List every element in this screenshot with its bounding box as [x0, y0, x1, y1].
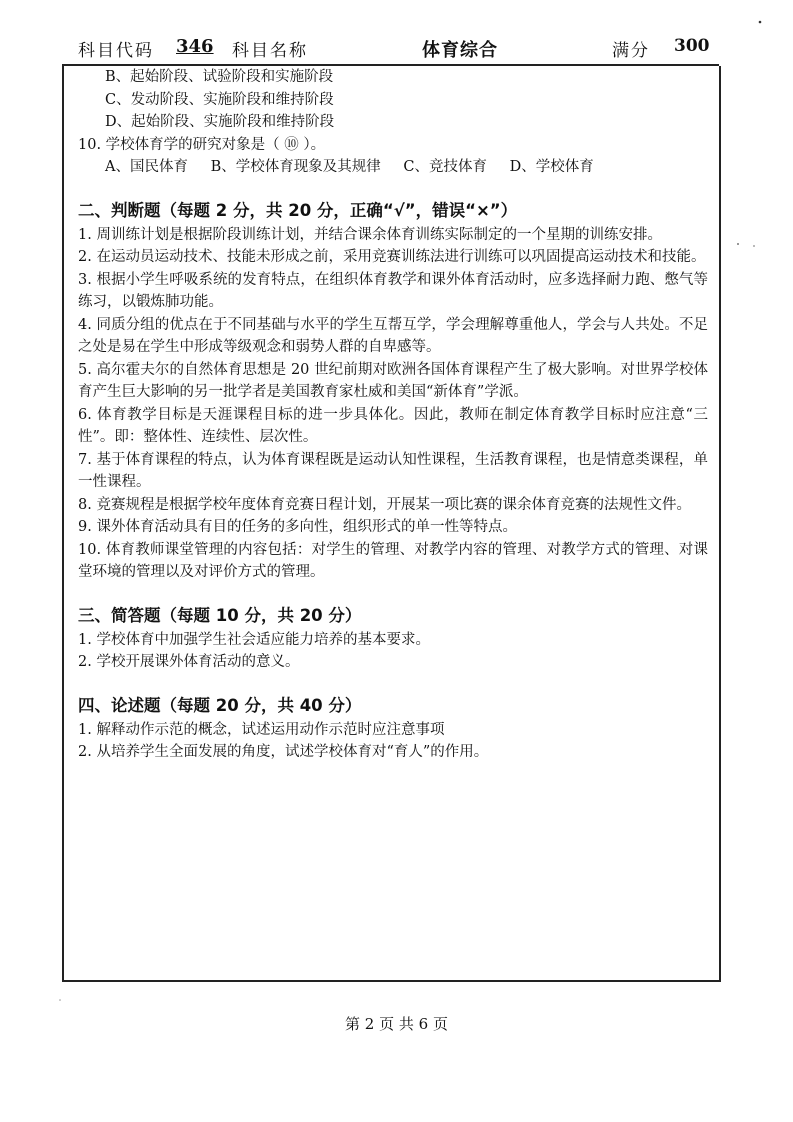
- q10-option-a: A、国民体育: [105, 159, 188, 175]
- page-number: 第 2 页 共 6 页: [345, 1015, 448, 1033]
- option-d: D、起始阶段、实施阶段和维持阶段: [105, 114, 335, 130]
- option-b: B、起始阶段、试验阶段和实施阶段: [105, 69, 334, 85]
- section-3-title: 三、简答题（每题 10 分，共 20 分）: [78, 605, 362, 625]
- subject-name-label: 科目名称: [232, 41, 308, 61]
- full-score-label: 满分: [612, 41, 650, 61]
- subject-code-label: 科目代码: [78, 41, 154, 61]
- option-c: C、发动阶段、实施阶段和维持阶段: [105, 91, 334, 108]
- short-answer-1: 1. 学校体育中加强学生社会适应能力培养的基本要求。: [78, 631, 430, 648]
- judge-item-7: 7. 基于体育课程的特点，认为体育课程既是运动认知性课程，生活教育课程，也是情意类课程，单一性课程。: [78, 451, 708, 490]
- judge-item-9: 9. 课外体育活动具有目的任务的多向性，组织形式的单一性等特点。: [78, 519, 517, 535]
- section-2-title: 二、判断题（每题 2 分，共 20 分，正确“√”，错误“×”）: [78, 200, 518, 220]
- essay-2: 2. 从培养学生全面发展的角度，试述学校体育对“育人”的作用。: [78, 744, 489, 760]
- subject-title: 体育综合: [422, 40, 498, 61]
- judge-item-1: 1. 周训练计划是根据阶段训练计划，并结合课余体育训练实际制定的一个星期的训练安排。: [78, 226, 662, 243]
- section-4-title: 四、论述题（每题 20 分，共 40 分）: [78, 695, 362, 715]
- judge-item-2: 2. 在运动员运动技术、技能未形成之前，采用竞赛训练法进行训练可以巩固提高运动技术和技能。: [78, 249, 706, 265]
- subject-code: 346: [176, 36, 214, 57]
- full-score: 300: [674, 36, 710, 56]
- judge-item-10: 10. 体育教师课堂管理的内容包括：对学生的管理、对教学内容的管理、对教学方式的管理、对课堂环境的管理以及对评价方式的管理。: [78, 541, 708, 580]
- judge-item-5: 5. 高尔霍夫尔的自然体育思想是 20 世纪前期对欧洲各国体育课程产生了极大影响。对世界学校体育产生巨大影响的另一批学者是美国教育家杜威和美国“新体育”学派。: [78, 361, 708, 400]
- q10-option-b: B、学校体育现象及其规律: [210, 159, 381, 175]
- judge-item-4: 4. 同质分组的优点在于不同基础与水平的学生互帮互学，学会理解尊重他人，学会与人共处。不足之处是易在学生中形成等级观念和弱势人群的自卑感等。: [78, 316, 708, 355]
- short-answer-2: 2. 学校开展课外体育活动的意义。: [78, 654, 300, 670]
- essay-1: 1. 解释动作示范的概念，试述运用动作示范时应注意事项: [78, 721, 445, 738]
- q10-option-c: C、竞技体育: [403, 159, 487, 175]
- question-10: 10. 学校体育学的研究对象是（ ⑩ ）。: [78, 136, 326, 153]
- q10-option-d: D、学校体育: [509, 159, 594, 175]
- judge-item-3: 3. 根据小学生呼吸系统的发育特点，在组织体育教学和课外体育活动时，应多选择耐力跑、憋气等练习，以锻炼肺功能。: [78, 271, 708, 310]
- judge-item-6: 6. 体育教学目标是天涯课程目标的进一步具体化。因此，教师在制定体育教学目标时应注意“三性”。即：整体性、连续性、层次性。: [78, 406, 708, 445]
- judge-item-8: 8. 竞赛规程是根据学校年度体育竞赛日程计划，开展某一项比赛的课余体育竞赛的法规性文件。: [78, 496, 691, 513]
